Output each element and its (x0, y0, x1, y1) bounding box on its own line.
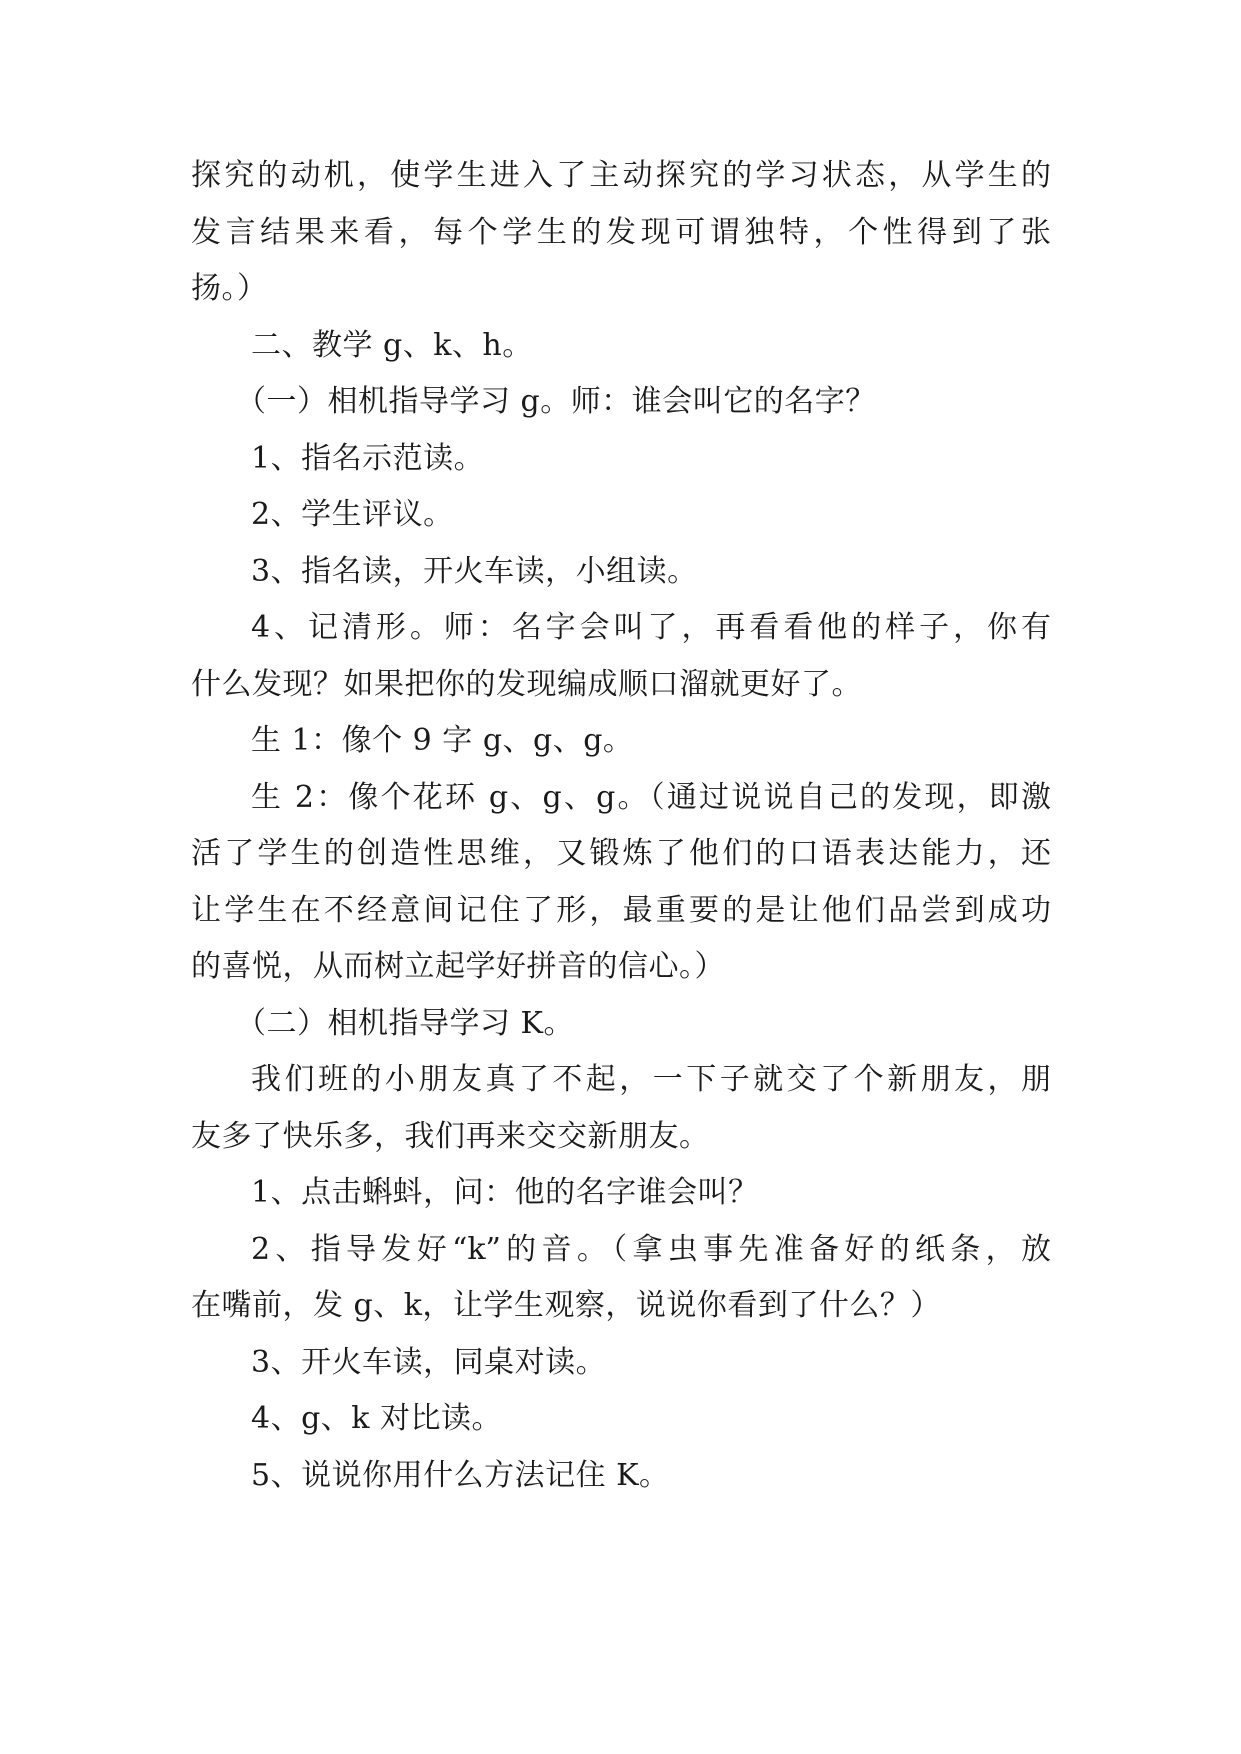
paragraph-line: 什么发现？如果把你的发现编成顺口溜就更好了。 (191, 667, 862, 702)
paragraph-line: 生 1：像个 9 字 g、g、g。 (251, 723, 634, 758)
list-item: 1、点击蝌蚪，问：他的名字谁会叫？ (251, 1175, 759, 1210)
paragraph-line: 在嘴前，发 g、k，让学生观察，说说你看到了什么？） (191, 1288, 941, 1323)
paragraph-line: 友多了快乐多，我们再来交交新朋友。 (191, 1119, 710, 1154)
list-item: 2、学生评议。 (251, 497, 454, 532)
list-item: 2、指导发好“k”的音。（拿虫事先准备好的纸条，放 (251, 1232, 1051, 1267)
paragraph-line: 探究的动机，使学生进入了主动探究的学习状态，从学生的 (191, 158, 1051, 193)
section-heading: 二、教学 g、k、h。 (251, 328, 533, 363)
paragraph-line: 我们班的小朋友真了不起，一下子就交了个新朋友，朋 (251, 1062, 1051, 1097)
paragraph-line: 扬。） (191, 271, 268, 306)
list-item: 5、说说你用什么方法记住 K。 (251, 1458, 670, 1493)
subsection-heading: （一）相机指导学习 g。师：谁会叫它的名字？ (236, 384, 876, 419)
subsection-heading: （二）相机指导学习 K。 (236, 1006, 574, 1041)
paragraph-line: 发言结果来看，每个学生的发现可谓独特，个性得到了张 (191, 215, 1051, 250)
paragraph-line: 让学生在不经意间记住了形，最重要的是让他们品尝到成功 (191, 893, 1051, 928)
list-item: 3、开火车读，同桌对读。 (251, 1345, 607, 1380)
list-item: 4、g、k 对比读。 (251, 1401, 503, 1436)
paragraph-line: 生 2：像个花环 g、g、g。（通过说说自己的发现，即激 (251, 780, 1051, 815)
list-item: 4、记清形。师：名字会叫了，再看看他的样子，你有 (251, 610, 1051, 645)
list-item: 1、指名示范读。 (251, 441, 485, 476)
paragraph-line: 活了学生的创造性思维，又锻炼了他们的口语表达能力，还 (191, 836, 1051, 871)
list-item: 3、指名读，开火车读，小组读。 (251, 554, 698, 589)
paragraph-line: 的喜悦，从而树立起学好拼音的信心。） (191, 949, 725, 984)
